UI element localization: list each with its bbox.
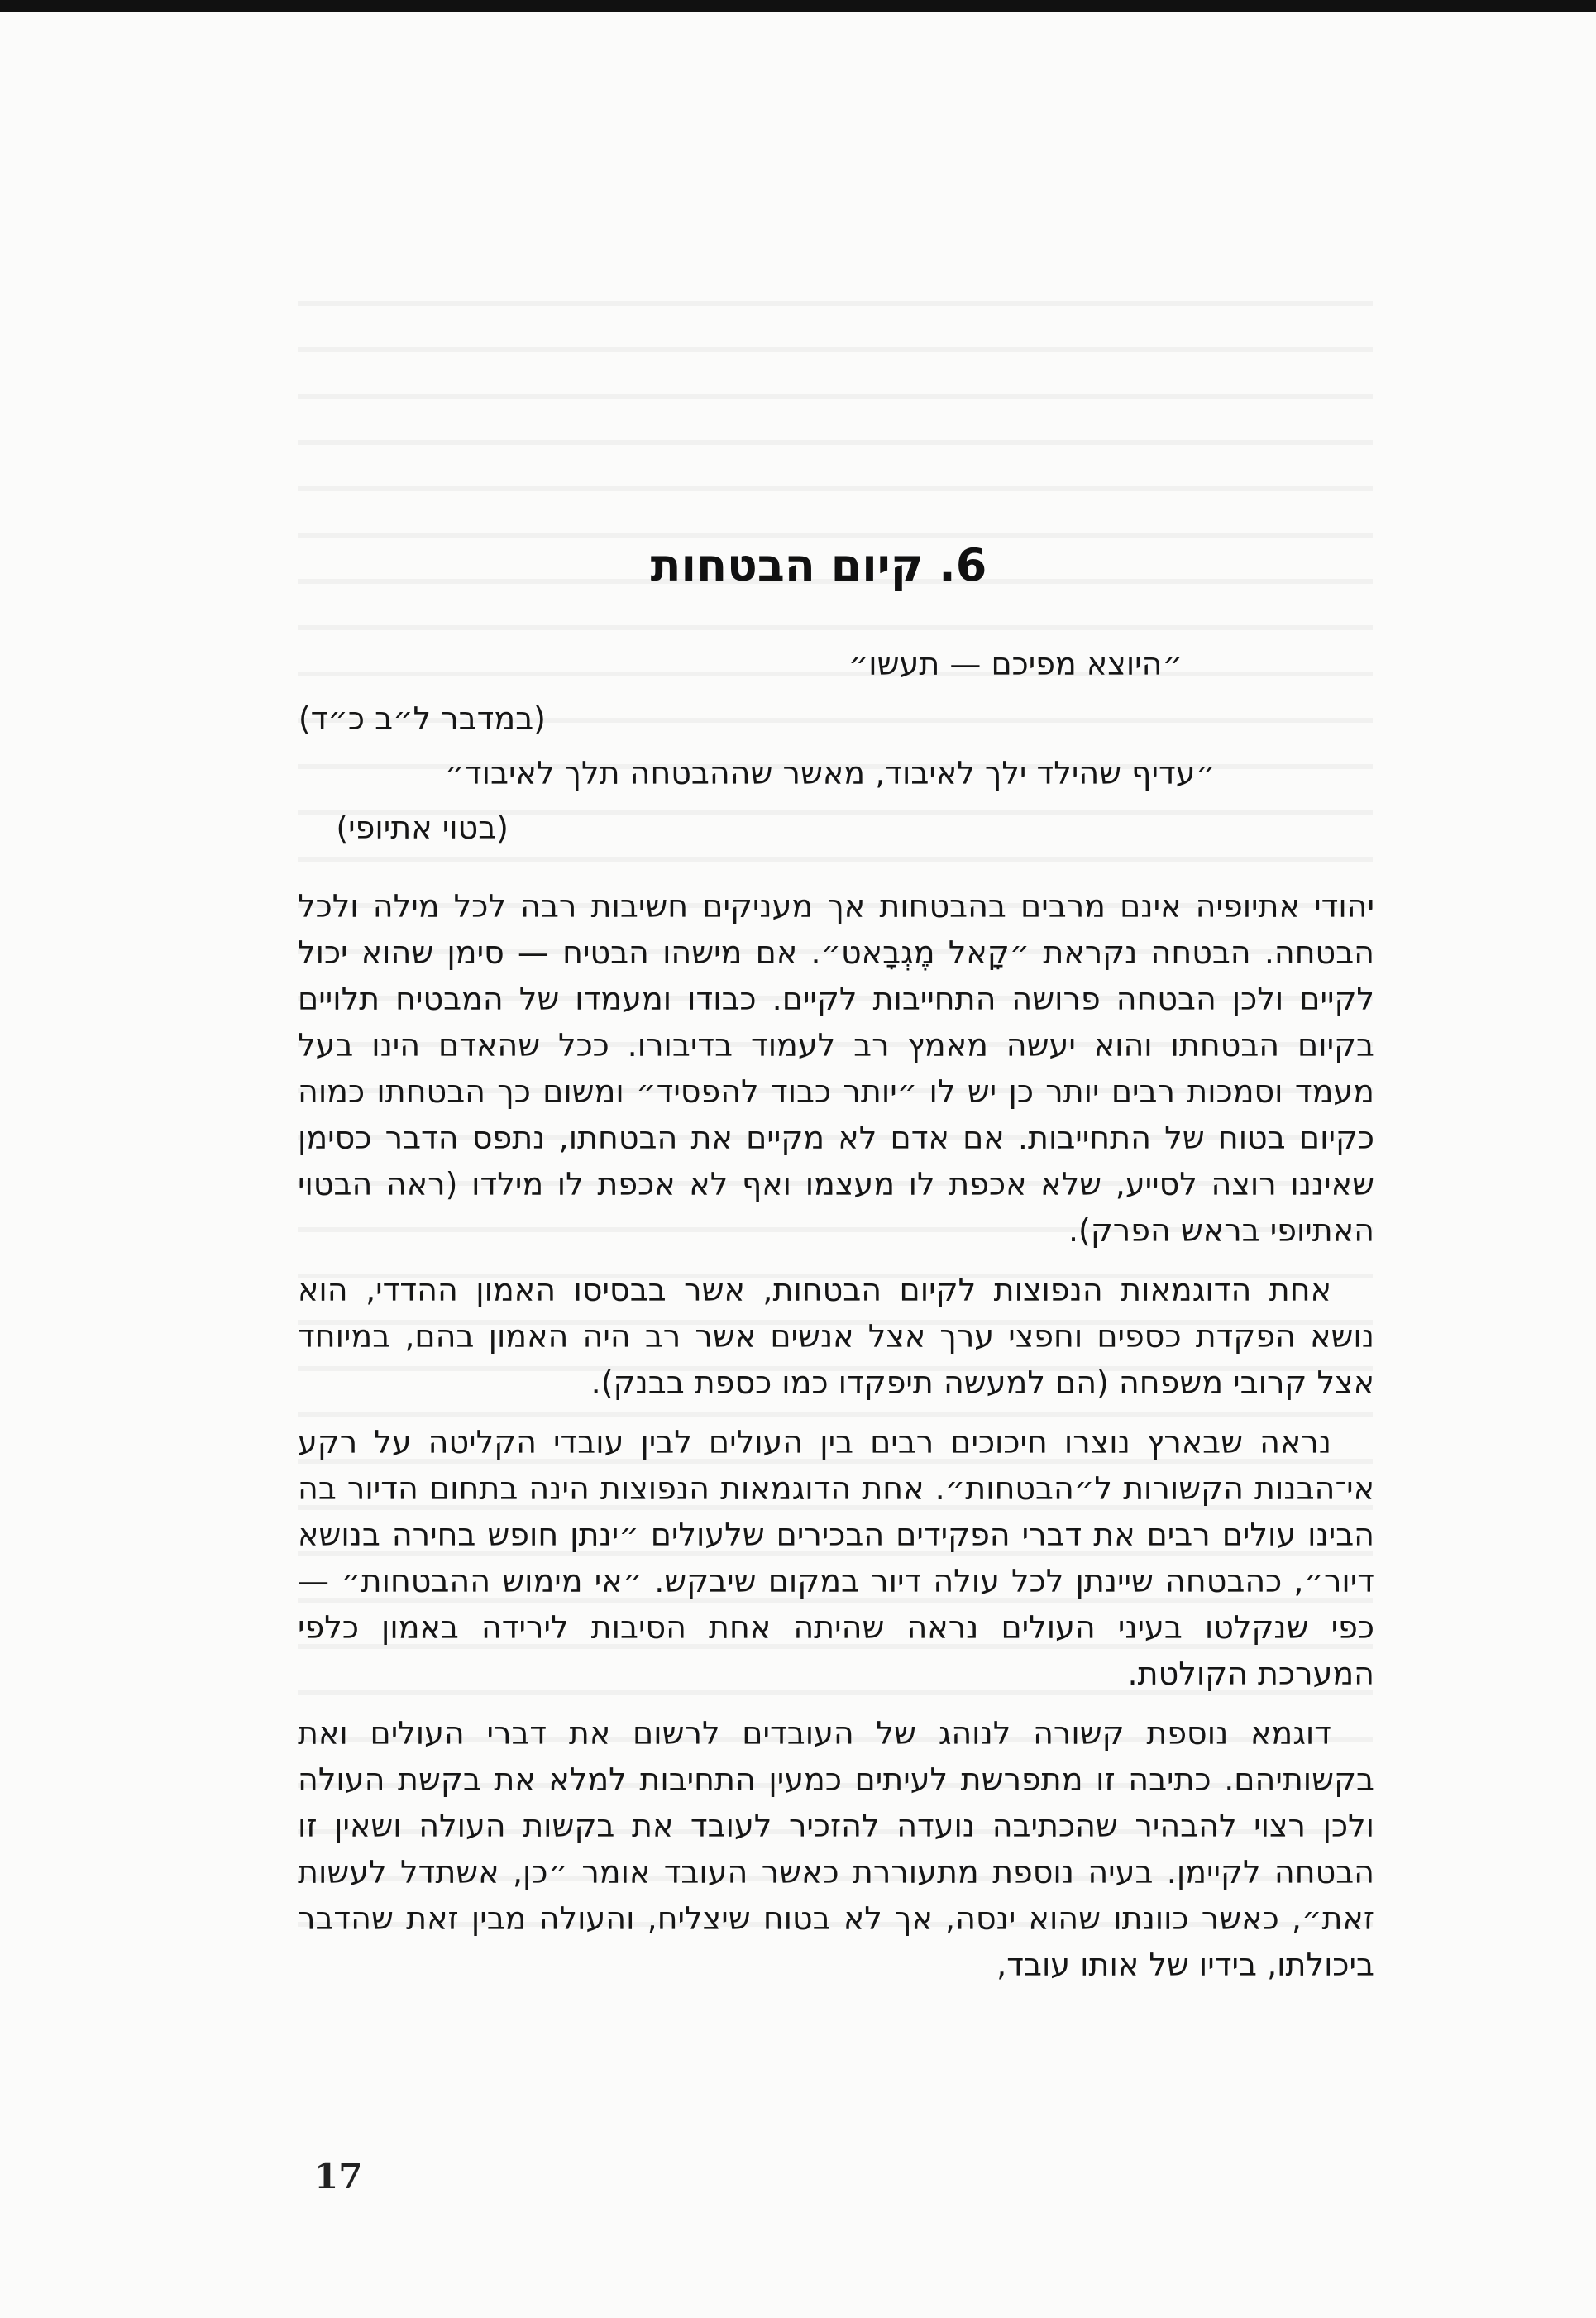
page-number: 17 [314,2156,363,2196]
epigraph-quote: ״היוצא מפיכם — תעשו״ [848,646,1183,682]
epigraph-source: (במדבר ל״ב כ״ד) [298,700,546,737]
epigraph-source: (בטוי אתיופי) [336,810,509,846]
paragraph: יהודי אתיופיה אינם מרבים בהבטחות אך מעניקים חשיבות רבה לכל מילה ולכל הבטחה. הבטחה נקראת ״קָאל מֶגְבָאט״. אם מישהו הבטיח — סימן שהוא יכול לקיים ולכן הבטחה פרושה התחייבות לקיים. כבודו ומעמדו של המבטיח תלויים בקיום הבטחתו והוא יעשה מאמץ רב לעמוד בדיבורו. ככל שהאדם הינו בעל מעמד וסמכות רבים יותר כן יש לו ״יותר כבוד להפסיד״ ומשום כך הבטחתו כמוה כקיום בטוח של התחייבות. אם אדם לא מקיים את הבטחתו, נתפס הדבר כסימן שאיננו רוצה לסייע, שלא אכפת לו מעצמו ואף לא אכפת לו מילדו (ראה הבטוי האתיופי בראש הפרק). [298,888,1374,1249]
scan-top-edge [0,0,1596,12]
paragraph: דוגמא נוספת קשורה לנוהג של העובדים לרשום את דברי העולים ואת בקשותיהם. כתיבה זו מתפרשת לעיתים כמעין התחיבות למלא את בקשת העולה ולכן רצוי להבהיר שהכתיבה נועדה להזכיר לעובד את בקשות העולה ושאין זו הבטחה לקיימן. בעיה נוספת מתעוררת כאשר העובד אומר ״כן, אשתדל לעשות זאת״, כאשר כוונתו שהוא ינסה, אך לא בטוח שיצליח, והעולה מבין זאת שהדבר ביכולתו, בידיו של אותו עובד, [298,1715,1374,1983]
paragraph: אחת הדוגמאות הנפוצות לקיום הבטחות, אשר בבסיסו האמון ההדדי, הוא נושא הפקדת כספים וחפצי ערך אצל אנשים אשר רב היה האמון בהם, במיוחד אצל קרובי משפחה (הם למעשה תיפקדו כמו כספת בבנק). [298,1272,1374,1401]
epigraph-quote: ״עדיף שהילד ילך לאיבוד, מאשר שההבטחה תלך לאיבוד״ [444,755,1216,791]
paragraph: נראה שבארץ נוצרו חיכוכים רבים בין העולים לבין עובדי הקליטה על רקע אי־הבנות הקשורות ל״הבטחות״. אחת הדוגמאות הנפוצות הינה בתחום הדיור בה הבינו עולים רבים את דברי הפקידים הבכירים שלעולים ״ינתן חופש בחירה בנושא דיור״, כהבטחה שיינתן לכל עולה דיור במקום שיבקש. ״אי מימוש ההבטחות״ — כפי שנקלטו בעיני העולים נראה שהיתה אחת הסיבות לירידה באמון כלפי המערכת הקולטת. [298,1424,1374,1692]
chapter-title: 6. קיום הבטחות [650,539,987,591]
body-text [298,883,1374,2001]
